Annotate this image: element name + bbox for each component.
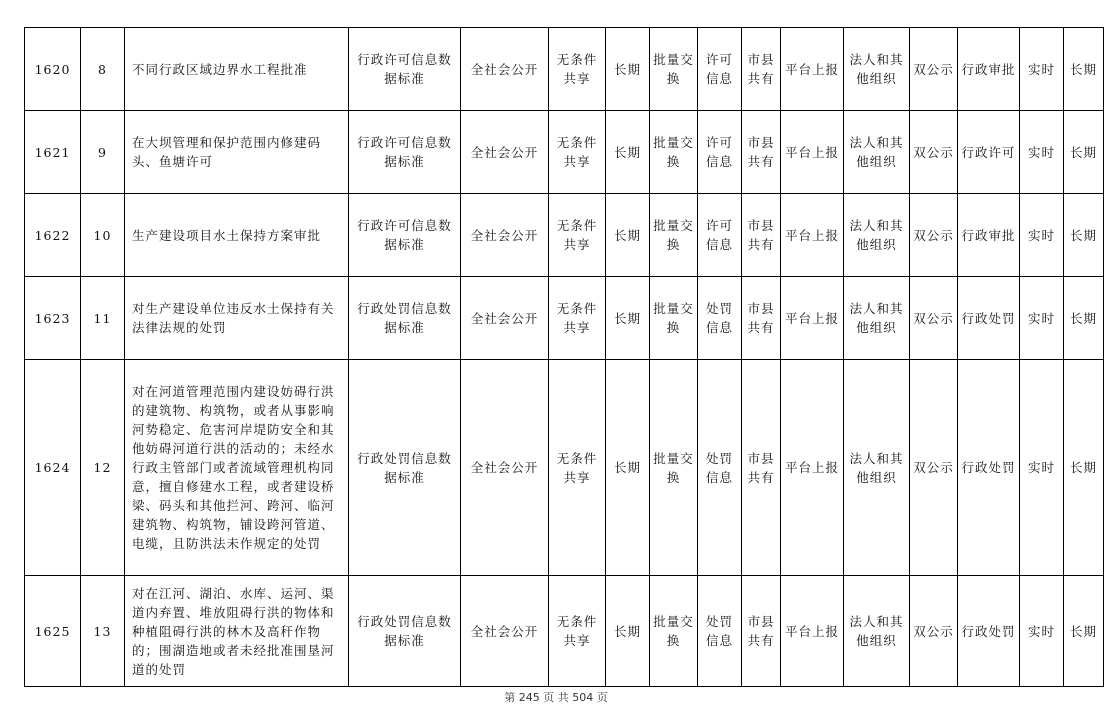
number-cell: 12 xyxy=(81,360,125,576)
info-type-cell: 许可信息 xyxy=(698,28,742,111)
share-type-cell: 无条件共享 xyxy=(549,28,606,111)
validity-cell: 长期 xyxy=(606,28,650,111)
data-standard-cell: 行政许可信息数据标准 xyxy=(349,28,461,111)
share-type-cell: 无条件共享 xyxy=(549,277,606,360)
table-row xyxy=(25,277,1104,360)
subject-cell: 法人和其他组织 xyxy=(844,111,910,194)
catalog-table xyxy=(24,27,1104,687)
info-type-cell: 处罚信息 xyxy=(698,360,742,576)
seq-cell: 1624 xyxy=(25,360,81,576)
subject-cell: 法人和其他组织 xyxy=(844,194,910,277)
seq-cell: 1623 xyxy=(25,277,81,360)
seq-cell: 1621 xyxy=(25,111,81,194)
category-cell: 行政审批 xyxy=(958,194,1020,277)
subject-cell: 法人和其他组织 xyxy=(844,576,910,687)
info-type-cell: 处罚信息 xyxy=(698,576,742,687)
subject-cell: 法人和其他组织 xyxy=(844,28,910,111)
timeliness-cell: 实时 xyxy=(1020,194,1064,277)
level-cell: 市县共有 xyxy=(742,277,781,360)
level-cell: 市县共有 xyxy=(742,28,781,111)
table-row xyxy=(25,360,1104,576)
publicity-cell: 双公示 xyxy=(910,194,958,277)
level-cell: 市县共有 xyxy=(742,576,781,687)
publicity-cell: 双公示 xyxy=(910,576,958,687)
data-standard-cell: 行政处罚信息数据标准 xyxy=(349,360,461,576)
table-row xyxy=(25,194,1104,277)
timeliness-cell: 实时 xyxy=(1020,28,1064,111)
item-name-cell: 在大坝管理和保护范围内修建码头、鱼塘许可 xyxy=(125,111,349,194)
category-cell: 行政处罚 xyxy=(958,576,1020,687)
open-scope-cell: 全社会公开 xyxy=(461,111,549,194)
table-row xyxy=(25,28,1104,111)
exchange-method-cell: 批量交换 xyxy=(650,277,698,360)
publicity-cell: 双公示 xyxy=(910,277,958,360)
validity-cell: 长期 xyxy=(606,111,650,194)
publicity-cell: 双公示 xyxy=(910,360,958,576)
share-type-cell: 无条件共享 xyxy=(549,111,606,194)
publicity-cell: 双公示 xyxy=(910,28,958,111)
number-cell: 13 xyxy=(81,576,125,687)
subject-cell: 法人和其他组织 xyxy=(844,360,910,576)
level-cell: 市县共有 xyxy=(742,194,781,277)
period-cell: 长期 xyxy=(1064,277,1104,360)
info-type-cell: 处罚信息 xyxy=(698,277,742,360)
open-scope-cell: 全社会公开 xyxy=(461,277,549,360)
number-cell: 9 xyxy=(81,111,125,194)
validity-cell: 长期 xyxy=(606,277,650,360)
exchange-method-cell: 批量交换 xyxy=(650,28,698,111)
timeliness-cell: 实时 xyxy=(1020,111,1064,194)
category-cell: 行政处罚 xyxy=(958,277,1020,360)
number-cell: 10 xyxy=(81,194,125,277)
item-name-cell: 生产建设项目水土保持方案审批 xyxy=(125,194,349,277)
exchange-method-cell: 批量交换 xyxy=(650,576,698,687)
category-cell: 行政处罚 xyxy=(958,360,1020,576)
share-type-cell: 无条件共享 xyxy=(549,194,606,277)
category-cell: 行政审批 xyxy=(958,28,1020,111)
submit-method-cell: 平台上报 xyxy=(781,277,844,360)
open-scope-cell: 全社会公开 xyxy=(461,28,549,111)
category-cell: 行政许可 xyxy=(958,111,1020,194)
item-name-cell: 对在江河、湖泊、水库、运河、渠道内弃置、堆放阻碍行洪的物体和种植阻碍行洪的林木及高秆作物的；围湖造地或者未经批准围垦河道的处罚 xyxy=(125,576,349,687)
info-type-cell: 许可信息 xyxy=(698,111,742,194)
data-standard-cell: 行政处罚信息数据标准 xyxy=(349,576,461,687)
period-cell: 长期 xyxy=(1064,360,1104,576)
submit-method-cell: 平台上报 xyxy=(781,111,844,194)
publicity-cell: 双公示 xyxy=(910,111,958,194)
open-scope-cell: 全社会公开 xyxy=(461,194,549,277)
validity-cell: 长期 xyxy=(606,194,650,277)
level-cell: 市县共有 xyxy=(742,111,781,194)
exchange-method-cell: 批量交换 xyxy=(650,194,698,277)
table-row xyxy=(25,576,1104,687)
share-type-cell: 无条件共享 xyxy=(549,576,606,687)
table-body xyxy=(25,28,1104,687)
data-standard-cell: 行政许可信息数据标准 xyxy=(349,194,461,277)
exchange-method-cell: 批量交换 xyxy=(650,111,698,194)
timeliness-cell: 实时 xyxy=(1020,576,1064,687)
data-standard-cell: 行政处罚信息数据标准 xyxy=(349,277,461,360)
item-name-cell: 不同行政区域边界水工程批准 xyxy=(125,28,349,111)
submit-method-cell: 平台上报 xyxy=(781,576,844,687)
timeliness-cell: 实时 xyxy=(1020,277,1064,360)
info-type-cell: 许可信息 xyxy=(698,194,742,277)
open-scope-cell: 全社会公开 xyxy=(461,360,549,576)
period-cell: 长期 xyxy=(1064,28,1104,111)
submit-method-cell: 平台上报 xyxy=(781,28,844,111)
seq-cell: 1620 xyxy=(25,28,81,111)
period-cell: 长期 xyxy=(1064,194,1104,277)
exchange-method-cell: 批量交换 xyxy=(650,360,698,576)
subject-cell: 法人和其他组织 xyxy=(844,277,910,360)
page-footer: 第 245 页 共 504 页 xyxy=(504,691,608,704)
item-name-cell: 对生产建设单位违反水土保持有关法律法规的处罚 xyxy=(125,277,349,360)
level-cell: 市县共有 xyxy=(742,360,781,576)
timeliness-cell: 实时 xyxy=(1020,360,1064,576)
submit-method-cell: 平台上报 xyxy=(781,360,844,576)
table-row xyxy=(25,111,1104,194)
item-name-cell: 对在河道管理范围内建设妨碍行洪的建筑物、构筑物，或者从事影响河势稳定、危害河岸堤防安全和其他妨碍河道行洪的活动的；未经水行政主管部门或者流域管理机构同意，擅自修建水工程，或者建设桥梁、码头和其他拦河、跨河、临河建筑物、构筑物，铺设跨河管道、电缆，且防洪法未作规定的处罚 xyxy=(125,360,349,576)
seq-cell: 1622 xyxy=(25,194,81,277)
open-scope-cell: 全社会公开 xyxy=(461,576,549,687)
validity-cell: 长期 xyxy=(606,360,650,576)
number-cell: 8 xyxy=(81,28,125,111)
data-standard-cell: 行政许可信息数据标准 xyxy=(349,111,461,194)
period-cell: 长期 xyxy=(1064,576,1104,687)
validity-cell: 长期 xyxy=(606,576,650,687)
submit-method-cell: 平台上报 xyxy=(781,194,844,277)
seq-cell: 1625 xyxy=(25,576,81,687)
period-cell: 长期 xyxy=(1064,111,1104,194)
number-cell: 11 xyxy=(81,277,125,360)
share-type-cell: 无条件共享 xyxy=(549,360,606,576)
